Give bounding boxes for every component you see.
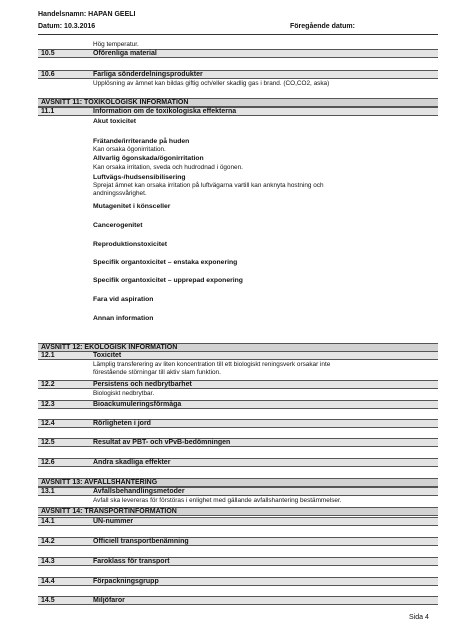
row-11-1 — [38, 107, 438, 116]
section-title: AVSNITT 14: TRANSPORTINFORMATION — [41, 508, 177, 515]
section-13-header — [38, 478, 438, 487]
row-title: Farliga sönderdelningsprodukter — [93, 71, 203, 78]
subheading-stot-single: Specifik organtoxicitet – enstaka exponering — [93, 259, 238, 266]
subheading-acute-toxicity: Akut toxicitet — [93, 118, 137, 125]
row-title: UN-nummer — [93, 518, 134, 525]
row-12-4 — [38, 419, 438, 428]
previous-date: Föregående datum: — [290, 23, 355, 30]
row-number: 12.2 — [41, 381, 55, 388]
row-13-1 — [38, 487, 438, 496]
section-14-header — [38, 507, 438, 516]
row-number: 12.3 — [41, 401, 55, 408]
row-title: Persistens och nedbrytbarhet — [93, 381, 192, 388]
section-title: AVSNITT 11: TOXIKOLOGISK INFORMATION — [41, 99, 189, 106]
row-12-5 — [38, 438, 438, 447]
subheading-skin: Frätande/irriterande på huden — [93, 138, 190, 145]
row-title: Toxicitet — [93, 352, 122, 359]
row-number: 12.6 — [41, 459, 55, 466]
toxicity-text-1: Lämplig transferering av liten koncentration till ett biologiskt reningsverk orsakar inte — [93, 361, 331, 368]
row-title: Avfallsbehandlingsmetoder — [93, 488, 185, 495]
row-text: Upplösning av ämnet kan bildas giftig och/eller skadlig gas i brand. (CO,CO2, aska) — [93, 80, 330, 87]
subheading-aspiration: Fara vid aspiration — [93, 296, 154, 303]
trade-name: Handelsnamn: HAPAN GEELI — [38, 11, 136, 18]
row-title: Information om de toxikologiska effekterna — [93, 108, 237, 115]
row-title: Faroklass för transport — [93, 558, 170, 565]
subheading-respiratory: Luftvägs-/hudsensibilisering — [93, 174, 186, 181]
subheading-reproductive: Reproduktionstoxicitet — [93, 241, 168, 248]
row-14-2 — [38, 537, 438, 546]
row-number: 14.2 — [41, 538, 55, 545]
row-12-3 — [38, 400, 438, 409]
row-14-4 — [38, 577, 438, 586]
document-date: Datum: 10.3.2016 — [38, 23, 96, 30]
row-title: Oförenliga material — [93, 50, 157, 57]
row-14-1 — [38, 517, 438, 526]
row-title: Förpackningsgrupp — [93, 578, 159, 585]
row-title: Rörligheten i jord — [93, 420, 151, 427]
row-title: Andra skadliga effekter — [93, 459, 171, 466]
row-title: Officiell transportbenämning — [93, 538, 189, 545]
respiratory-text-2: andningssvårighet. — [93, 190, 147, 197]
skin-text: Kan orsaka ögonirritation. — [93, 146, 166, 153]
row-number: 14.3 — [41, 558, 55, 565]
row-12-2 — [38, 380, 438, 389]
row-number: 11.1 — [41, 108, 55, 115]
row-number: 12.1 — [41, 352, 55, 359]
toxicity-text-2: förestående störningar till aktiv slam funktion. — [93, 369, 221, 376]
section-11-header — [38, 98, 438, 107]
row-title: Bioackumuleringsförmåga — [93, 401, 182, 408]
subheading-carcinogenicity: Cancerogenitet — [93, 222, 143, 229]
eye-text: Kan orsaka irritation, sveda och hudrodnad i ögonen. — [93, 164, 243, 171]
row-number: 14.4 — [41, 578, 55, 585]
section-title: AVSNITT 12: EKOLOGISK INFORMATION — [41, 344, 178, 351]
row-number: 12.4 — [41, 420, 55, 427]
row-10-5 — [38, 49, 438, 58]
row-12-1 — [38, 351, 438, 360]
subheading-mutagenicity: Mutagenitet i könsceller — [93, 203, 171, 210]
row-number: 14.1 — [41, 518, 55, 525]
row-14-5 — [38, 596, 438, 605]
row-number: 12.5 — [41, 439, 55, 446]
section-title: AVSNITT 13: AVFALLSHANTERING — [41, 479, 158, 486]
persistence-text: Biologiskt nedbrytbar. — [93, 390, 155, 397]
row-number: 10.6 — [41, 71, 55, 78]
row-12-6 — [38, 458, 438, 467]
waste-text: Avfall ska levereras för förstöras i enlighet med gällande avfallshantering bestämmelser. — [93, 497, 342, 504]
row-title: Miljöfaror — [93, 597, 125, 604]
subheading-eye: Allvarlig ögonskada/ögonirritation — [93, 155, 204, 162]
subheading-stot-repeated: Specifik organtoxicitet – upprepad exponering — [93, 277, 243, 284]
row-number: 13.1 — [41, 488, 55, 495]
header-divider — [38, 34, 438, 35]
subheading-other: Annan information — [93, 315, 154, 322]
row-14-3 — [38, 557, 438, 566]
respiratory-text-1: Sprejat ämnet kan orsaka irritation på luftvägarna vartill kan anknyta hostning och — [93, 182, 324, 189]
row-number: 14.5 — [41, 597, 55, 604]
section10-cont-text: Hög temperatur. — [93, 41, 139, 48]
row-number: 10.5 — [41, 50, 55, 57]
row-title: Resultat av PBT- och vPvB-bedömningen — [93, 439, 231, 446]
page-number: Sida 4 — [409, 614, 429, 621]
row-10-6 — [38, 70, 438, 79]
